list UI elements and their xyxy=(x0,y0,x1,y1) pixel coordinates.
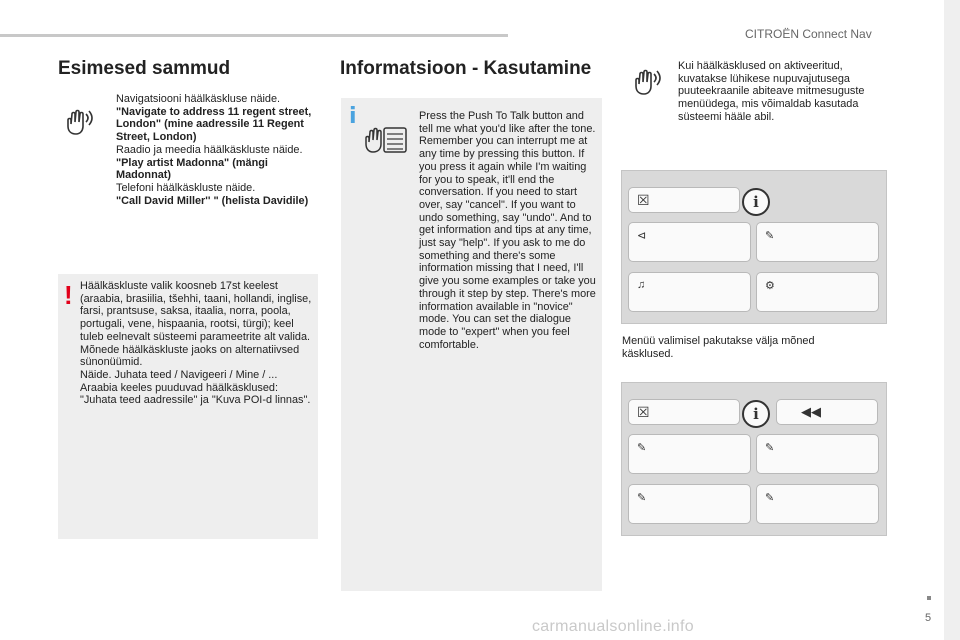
info-instructions: Press the Push To Talk button and tell me what you'd like after the tone. Remember you can interrupt me at any time by pressing this button. If you press it again while I'm waiting for you to speak, it'll end the conversation. If you need to start over, say "cancel". If you want to undo something, say "undo". And to get information and tips at any time, just say "help". If you ask to me do something and there's some information missing that I need, I'll give you some examples or take you through it step by step. There's more information available in "novice" mode. You can set the dialogue mode to "expert" when you feel comfortable. xyxy=(419,110,596,351)
settings-menu-button[interactable] xyxy=(756,272,879,312)
example-media-label: Raadio ja meedia häälkäskluste näide. xyxy=(116,143,303,156)
push-to-talk-icon xyxy=(364,122,408,156)
page-header-title: CITROËN Connect Nav xyxy=(745,27,872,41)
menu-caption: Menüü valimisel pakutakse välja mõned käsklused. xyxy=(622,335,815,360)
section-heading-info-usage: Informatsioon - Kasutamine xyxy=(340,58,592,79)
header-rule xyxy=(0,34,508,37)
command-icon: ✎ xyxy=(637,492,647,504)
gear-icon: ⚙ xyxy=(765,280,775,292)
info-icon[interactable]: i xyxy=(742,188,770,216)
command-icon: ✎ xyxy=(637,442,647,454)
navigation-icon: ⊲ xyxy=(637,230,647,242)
navigation-menu-button[interactable] xyxy=(628,222,751,262)
info-icon: i xyxy=(349,104,357,129)
warning-icon: ! xyxy=(64,280,73,310)
example-media-command: "Play artist Madonna" (mängi Madonnat) xyxy=(116,156,268,182)
warning-arabic: Araabia keeles puuduvad häälkäsklused: "Juhata teed aadressile" ja "Kuva POI-d linnas". xyxy=(80,381,311,407)
close-icon: ☒ xyxy=(637,404,650,420)
warning-text xyxy=(80,280,312,407)
music-icon: ♫ xyxy=(637,279,646,291)
media-menu-button[interactable] xyxy=(628,272,751,312)
example-nav-command: "Navigate to address 11 regent street, London" (mine aadressile 11 Regent Street, London) xyxy=(116,105,312,144)
command-icon: ✎ xyxy=(765,442,775,454)
watermark: carmanualsonline.info xyxy=(532,618,694,635)
section-heading-first-steps: Esimesed sammud xyxy=(58,58,231,79)
back-button[interactable] xyxy=(776,399,878,425)
page-edge-strip xyxy=(944,0,960,640)
warning-example: Näide. Juhata teed / Navigeeri / Mine / ... xyxy=(80,368,278,381)
help-intro: Kui häälkäsklused on aktiveeritud, kuvatakse lühikese nupuvajutusega puuteekraanile abiteave mitmesuguste menüüdega, mis võimaldab kasutada süsteemi hääle abil. xyxy=(678,60,865,123)
example-nav-label: Navigatsiooni häälkäskluse näide. xyxy=(116,93,281,105)
command-button[interactable] xyxy=(628,484,751,524)
phone-menu-button[interactable] xyxy=(756,222,879,262)
voice-commands-screen xyxy=(621,382,887,536)
page-marker xyxy=(927,596,931,600)
voice-command-icon xyxy=(62,106,98,138)
command-button[interactable] xyxy=(628,434,751,474)
command-button[interactable] xyxy=(756,484,879,524)
example-phone-label: Telefoni häälkäskluste näide. xyxy=(116,181,256,194)
command-button[interactable] xyxy=(756,434,879,474)
example-phone-command: "Call David Miller'' " (helista Davidile) xyxy=(116,194,309,207)
warning-languages: Häälkäskluste valik koosneb 17st keelest (araabia, brasiilia, tšehhi, taani, hollandi, inglise, farsi, prantsuse, saksa, itaalia, norra, poola, portugali, vene, hispaania, rootsi, türgi); keel tuleb eelnevalt süsteemi parameetrite alt valida. xyxy=(80,280,312,343)
close-icon: ☒ xyxy=(637,192,650,208)
page-number: 5 xyxy=(925,612,932,624)
voice-help-screen xyxy=(621,170,887,324)
command-icon: ✎ xyxy=(765,492,775,504)
warning-synonyms: Mõnede häälkäskluste jaoks on alternatiivsed sünonüümid. xyxy=(80,343,300,369)
info-icon[interactable]: i xyxy=(742,400,770,428)
phone-icon: ✎ xyxy=(765,230,775,242)
close-field[interactable] xyxy=(628,187,740,213)
back-icon: ◀◀ xyxy=(801,404,821,419)
left-examples xyxy=(116,93,312,207)
close-field[interactable] xyxy=(628,399,740,425)
voice-command-icon xyxy=(630,66,666,98)
